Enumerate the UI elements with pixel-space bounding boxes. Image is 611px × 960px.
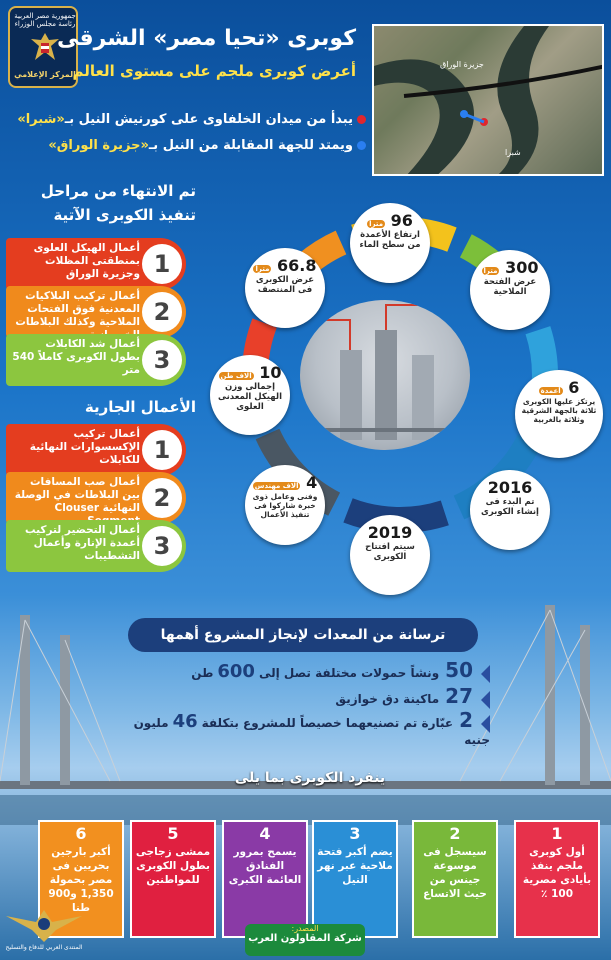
step-number: 3 bbox=[142, 526, 182, 566]
equipment-number: 50 bbox=[445, 658, 473, 682]
feature-number: 6 bbox=[75, 824, 87, 843]
equipment-item bbox=[120, 708, 490, 747]
feature-text: يسمح بمرور الفنادق العائمة الكبرى bbox=[228, 846, 302, 886]
feature-text: أول كوبرى ملجم ينفذ بأيادى مصرية 100 ٪ bbox=[522, 846, 592, 900]
fact-unit: مترا bbox=[255, 265, 270, 273]
equipment-text: ماكينة دق خوازيق bbox=[335, 692, 440, 706]
source-label: المصدر: bbox=[291, 924, 319, 933]
feature-card bbox=[130, 820, 216, 938]
forum-watermark bbox=[4, 902, 84, 956]
step-text: أعمال شد الكابلات بطول الكوبرى كاملاً 540 متر bbox=[12, 338, 140, 376]
route-line-end bbox=[6, 138, 366, 153]
fact-unit: أعمدة bbox=[540, 387, 561, 395]
current-item bbox=[6, 520, 186, 572]
current-section-title: الأعمال الجارية bbox=[84, 398, 196, 416]
river-map-graphic bbox=[374, 26, 604, 176]
equipment-item bbox=[120, 658, 490, 684]
fact-label: تم البدء فى إنشاء الكوبرى bbox=[481, 497, 539, 517]
equipment-number: 2 bbox=[459, 708, 473, 732]
construction-towers-graphic bbox=[300, 300, 470, 450]
completed-title-line2: تنفيذ الكوبرى الآتية bbox=[53, 206, 196, 224]
step-number: 1 bbox=[142, 244, 182, 284]
chevron-left-icon bbox=[481, 665, 490, 683]
fact-node bbox=[470, 250, 550, 330]
features-title: ينفرد الكوبرى بما يلى bbox=[234, 770, 386, 786]
fact-node bbox=[350, 515, 430, 595]
fact-value: 2019 bbox=[367, 523, 413, 542]
source-badge bbox=[245, 924, 365, 956]
feature-number: 5 bbox=[167, 824, 179, 843]
fact-label: سيتم افتتاح الكوبرى bbox=[365, 542, 415, 562]
equipment-title: ترسانة من المعدات لإنجاز المشروع أهمها bbox=[128, 618, 478, 652]
fact-unit: مترا bbox=[369, 220, 384, 228]
step-text: أعمال التحضير لتركيب أعمدة الإنارة وأعمال التشطيبات bbox=[24, 524, 140, 562]
fact-value: 2016 bbox=[487, 478, 533, 497]
completed-title-line1: تم الانتهاء من مراحل bbox=[40, 182, 196, 200]
construction-photo bbox=[300, 300, 470, 450]
feature-text: سيسجل فى موسوعة جينس من حيث الاتساع bbox=[423, 846, 487, 900]
step-number: 3 bbox=[142, 340, 182, 380]
page-subtitle: أعرض كوبرى ملجم على مستوى العالم bbox=[72, 62, 356, 80]
blue-pin-icon bbox=[357, 141, 366, 150]
satellite-map bbox=[372, 24, 604, 176]
fact-node bbox=[210, 355, 290, 435]
feature-text: أكبر بارجين بحريين فى مصر بحمولة 1,350 و900 طنا bbox=[48, 846, 114, 914]
fact-value: 4 آلاف مهندس bbox=[254, 473, 318, 492]
feature-card bbox=[514, 820, 600, 938]
completed-section-title bbox=[6, 182, 196, 224]
equipment-number-2: 46 bbox=[172, 711, 198, 732]
route-line-start-text: يبدأ من ميدان الخلفاوى على كورنيش النيل بـ bbox=[64, 112, 353, 127]
completed-item bbox=[6, 334, 186, 386]
fact-value: 66.8 مترا bbox=[255, 256, 317, 275]
fact-label: يرتكز عليها الكوبرى ثلاثة بالجهة الشرقية وثلاثة بالغربية bbox=[521, 397, 597, 424]
route-line-end-text: ويمتد للجهة المقابلة من النيل بـ bbox=[148, 138, 353, 153]
logo-caption-top: جمهورية مصر العربية رئاسة مجلس الوزراء bbox=[14, 12, 76, 28]
eagle-wings-icon bbox=[4, 902, 84, 946]
equipment-tail: طن bbox=[191, 666, 214, 680]
feature-number: 2 bbox=[449, 824, 461, 843]
fact-unit: آلاف مهندس bbox=[254, 482, 299, 490]
feature-card bbox=[412, 820, 498, 938]
chevron-left-icon bbox=[481, 691, 490, 709]
source-name: شركة المقاولون العرب bbox=[248, 933, 362, 944]
route-line-end-highlight: «جزيرة الوراق» bbox=[48, 138, 149, 153]
feature-card bbox=[312, 820, 398, 938]
fact-node bbox=[470, 470, 550, 550]
equipment-number-2: 600 bbox=[217, 661, 255, 682]
route-line-start-highlight: «شبرا» bbox=[17, 112, 65, 127]
step-number: 1 bbox=[142, 430, 182, 470]
fact-unit: آلاف طن bbox=[220, 372, 252, 380]
feature-card bbox=[222, 820, 308, 938]
fact-label: إجمالى وزن الهيكل المعدنى العلوى bbox=[218, 382, 282, 412]
equipment-text: عبّارة تم تصنيعهما خصيصاً للمشروع بتكلفة bbox=[201, 716, 454, 730]
watermark-text: المنتدى العربي للدفاع والتسليح bbox=[5, 944, 83, 951]
step-text: أعمال الهيكل العلوى بمنطقتى المظلات وجزيرة الوراق bbox=[33, 242, 140, 280]
red-pin-icon bbox=[357, 115, 366, 124]
fact-node bbox=[515, 370, 603, 458]
step-number: 2 bbox=[142, 478, 182, 518]
completed-item bbox=[6, 238, 186, 290]
chevron-left-icon bbox=[481, 715, 490, 733]
feature-text: ممشى زجاجى بطول الكوبرى للمواطنين bbox=[135, 846, 211, 886]
route-line-start bbox=[6, 112, 366, 127]
fact-node bbox=[245, 248, 325, 328]
equipment-tail: مليون جنيه bbox=[133, 716, 490, 747]
step-number: 2 bbox=[142, 292, 182, 332]
equipment-number: 27 bbox=[445, 684, 473, 708]
feature-number: 3 bbox=[349, 824, 361, 843]
fact-label: وفنى وعامل ذوى خبرة شاركوا فى تنفيذ الأعمال bbox=[252, 492, 318, 519]
map-label-shubra: شبرا bbox=[505, 148, 521, 157]
step-text: أعمال تركيب الإكسسوارات النهائية للكابلات bbox=[29, 428, 140, 466]
feature-number: 4 bbox=[259, 824, 271, 843]
equipment-text: ونشاً حمولات مختلفة تصل إلى bbox=[258, 666, 440, 680]
fact-value: 6 أعمدة bbox=[540, 378, 580, 397]
feature-text: يضم أكبر فتحة ملاحية عبر نهر النيل bbox=[317, 846, 393, 886]
fact-value: 96 مترا bbox=[369, 211, 413, 230]
step-text: أعمال تركيب البلاكيات المعدنية فوق الفتحات الملاحية وكذلك البلاطات bbox=[15, 290, 140, 328]
equipment-item bbox=[120, 684, 490, 710]
fact-value: 10 آلاف طن bbox=[220, 363, 282, 382]
fact-node bbox=[350, 203, 430, 283]
current-item bbox=[6, 472, 186, 524]
page-title: كوبرى «تحيا مصر» الشرقى bbox=[57, 26, 356, 51]
map-label-island: جزيرة الوراق bbox=[440, 60, 484, 69]
fact-value: 300 مترا bbox=[483, 258, 539, 277]
fact-node bbox=[245, 465, 325, 545]
fact-label: عرض الكوبرى فى المنتصف bbox=[255, 275, 315, 295]
current-item bbox=[6, 424, 186, 476]
fact-label: ارتفاع الأعمدة من سطح الماء bbox=[359, 230, 421, 250]
logo-caption-bottom: المركز الإعلامي bbox=[14, 70, 76, 79]
feature-number: 1 bbox=[551, 824, 563, 843]
fact-label: عرض الفتحة الملاحية bbox=[483, 277, 537, 297]
step-text: أعمال صب المسافات بين البلاطات في الوصلة النهائية Clouser bbox=[14, 476, 140, 514]
completed-item bbox=[6, 286, 186, 338]
fact-unit: مترا bbox=[483, 267, 498, 275]
